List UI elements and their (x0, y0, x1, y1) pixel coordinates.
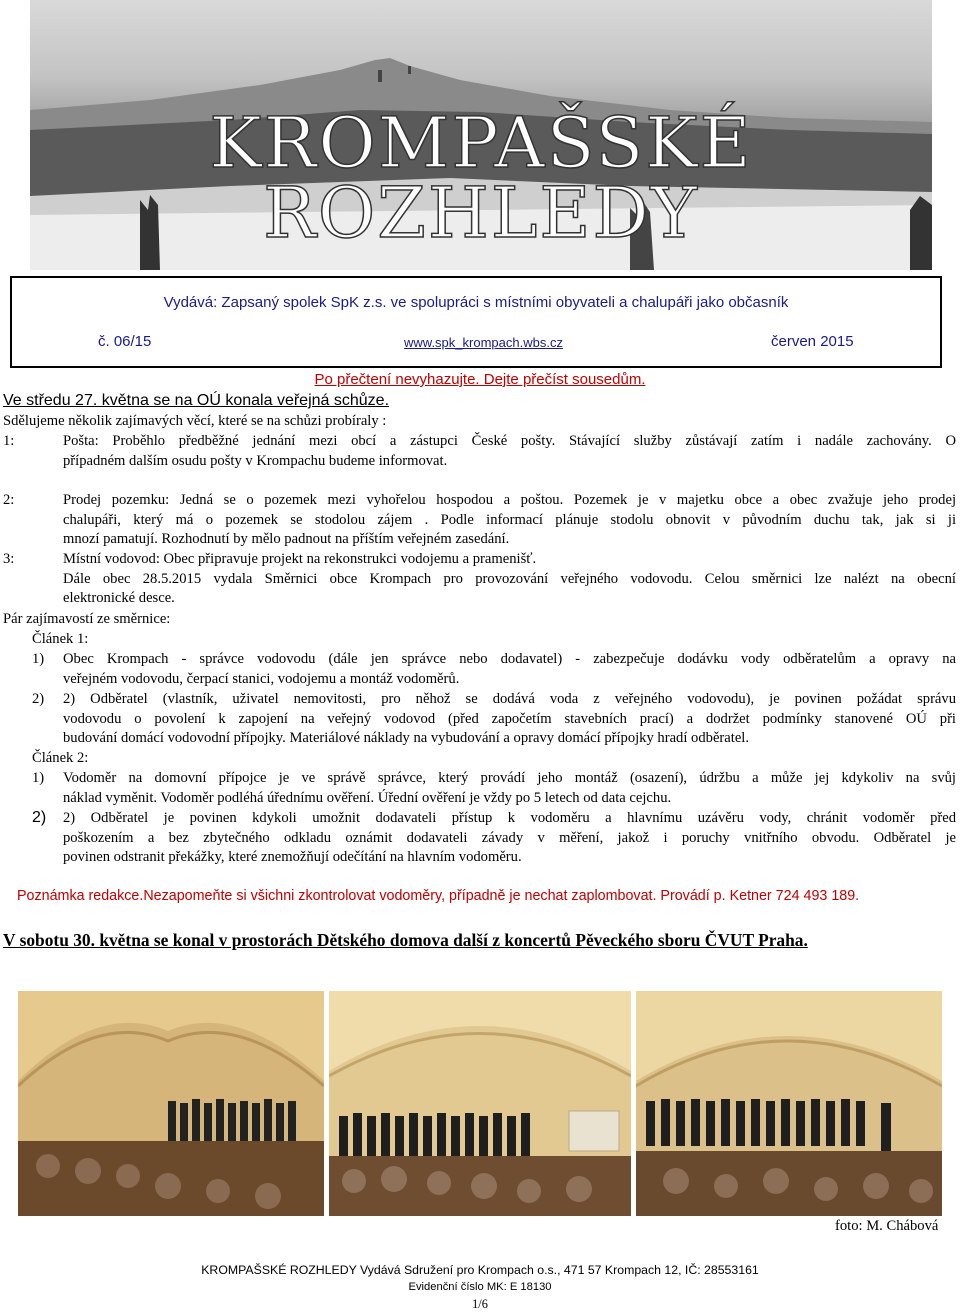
meeting-heading: Ve středu 27. května se na OÚ konala veřejná schůze. (3, 392, 390, 409)
item-line: Obec Krompach - správce vodovodu (dále jen správce nebo dodavatel) - zabezpečuje dodávku vody odběratelům a opravy na (63, 651, 956, 667)
publisher-line: Vydává: Zapsaný spolek SpK z.s. ve spolupráci s místními obyvateli a chalupáři jako občasník (163, 294, 789, 311)
item-land-sale (63, 491, 956, 550)
meeting-intro: Sdělujeme několik zajímavých věcí, které se na schůzi probíraly : (3, 413, 387, 429)
item-line: povinen odstranit překážky, které znemožňují odečítání na hlavním vodoměru. (63, 849, 522, 866)
article-1-item-2 (63, 690, 956, 749)
concert-photo-right (636, 991, 942, 1216)
footer-publisher: KROMPAŠSKÉ ROZHLEDY Vydává Sdružení pro Krompach o.s., 471 57 Krompach 12, IČ: 28553161 (201, 1263, 759, 1277)
item-line: náklad vyměnit. Vodoměr podléhá úřednímu ověření. Úřední ověření je vždy po 5 letech od data cejchu. (63, 789, 672, 806)
footer-registration: Evidenční číslo MK: E 18130 (408, 1281, 552, 1293)
article-2-item-2 (63, 809, 956, 868)
item-number: 1: (3, 433, 15, 449)
concert-photo-middle (329, 991, 631, 1216)
article-2-item-1 (63, 769, 956, 808)
highlights-intro: Pár zajímavostí ze směrnice: (3, 611, 171, 627)
choir-photo-illustration (636, 991, 942, 1216)
page-number: 1/6 (472, 1297, 488, 1311)
article-1-title: Článek 1: (32, 631, 89, 647)
item-line: budování domácí vodovodní přípojky. Materiálové náklady na vybudování a opravy domácí přípojky hradí odběratel. (63, 730, 749, 747)
issue-number: č. 06/15 (98, 333, 152, 350)
item-water-supply (63, 550, 956, 609)
article-item-number: 2) (32, 809, 47, 826)
item-line: 2) Odběratel (vlastník, uživatel nemovitosti, pro něhož se dodává voda z veřejného vodovodu), je povinen požádat správu (63, 691, 956, 707)
item-line: chalupáři, který má o pozemek se stodolou zájem . Podle informací plánuje stodolu obnovit v původním duchu tak, jak si ji (63, 511, 956, 528)
item-line: vodovodu o povolení k zapojení na veřejný vodovod (před započetím stavebních prací) a dodržet podmínky stanovené OÚ při (63, 710, 956, 727)
item-line: poškozením a bez zbytečného odkladu oznámit dodavateli závady v měření, jakož i poruchy vnitřního obvodu. Odběratel je (63, 829, 956, 846)
item-line: Místní vodovod: Obec připravuje projekt na rekonstrukci vodojemu a pramenišť. (63, 551, 537, 567)
article-item-number: 2) (32, 691, 45, 707)
masthead-title: KROMPAŠSKÉ ROZHLEDY (209, 102, 753, 254)
publisher-box (10, 276, 942, 368)
item-line: 2) Odběratel je povinen kdykoli umožnit dodavateli přístup k vodoměru a hlavnímu uzávěru vody, chránit vodoměr před (63, 810, 956, 826)
masthead-photo (30, 0, 932, 270)
item-line: Dále obec 28.5.2015 vydala Směrnici obce Krompach pro provozování veřejného vodovodu. Celou směrnici lze nalézt na obecní (63, 570, 956, 587)
item-line: mnozí pamatují. Rozhodnutí by mělo padnout na příštím veřejném zasedání. (63, 531, 510, 548)
item-line: veřejném vodovodu, čerpací stanici, vodojemu a montáž vodoměrů. (63, 670, 460, 687)
item-line: Prodej pozemku: Jedná se o pozemek mezi vyhořelou hospodou a poštou. Pozemek je v majetku obce a obec zvažuje jeho prodej (63, 492, 956, 508)
choir-photo-illustration (329, 991, 631, 1216)
item-line: elektronické desce. (63, 590, 175, 607)
website-link[interactable]: www.spk_krompach.wbs.cz (404, 335, 563, 350)
item-line: Pošta: Proběhlo předběžné jednání mezi obcí a zástupci České pošty. Stávající služby zůstávají zatím i nadále zachovány. O (63, 433, 956, 449)
editor-note: Poznámka redakce.Nezapomeňte si všichni zkontrolovat vodoměry, případně je nechat zaplombovat. Provádí p. Ketner 724 493 189. (17, 888, 860, 904)
item-post-office (63, 432, 956, 471)
item-line: případném dalším osudu pošty v Krompachu budeme informovat. (63, 452, 448, 469)
issue-date: červen 2015 (771, 333, 854, 350)
choir-photo-illustration (18, 991, 324, 1216)
concert-photo-left (18, 991, 324, 1216)
tagline: Po přečtení nevyhazujte. Dejte přečíst sousedům. (314, 371, 646, 388)
concert-heading: V sobotu 30. května se konal v prostorách Dětského domova další z koncertů Pěveckého sboru ČVUT Praha. (3, 930, 808, 950)
article-2-title: Článek 2: (32, 750, 89, 766)
photo-credit: foto: M. Chábová (835, 1218, 939, 1234)
article-item-number: 1) (32, 651, 45, 667)
item-line: Vodoměr na domovní přípojce je ve správě správce, který provádí jeho montáž (osazení), údržbu a může jej kdykoliv na svůj (63, 770, 956, 786)
article-item-number: 1) (32, 770, 45, 786)
item-number: 3: (3, 551, 15, 567)
article-1-item-1 (63, 650, 956, 689)
item-number: 2: (3, 492, 15, 508)
